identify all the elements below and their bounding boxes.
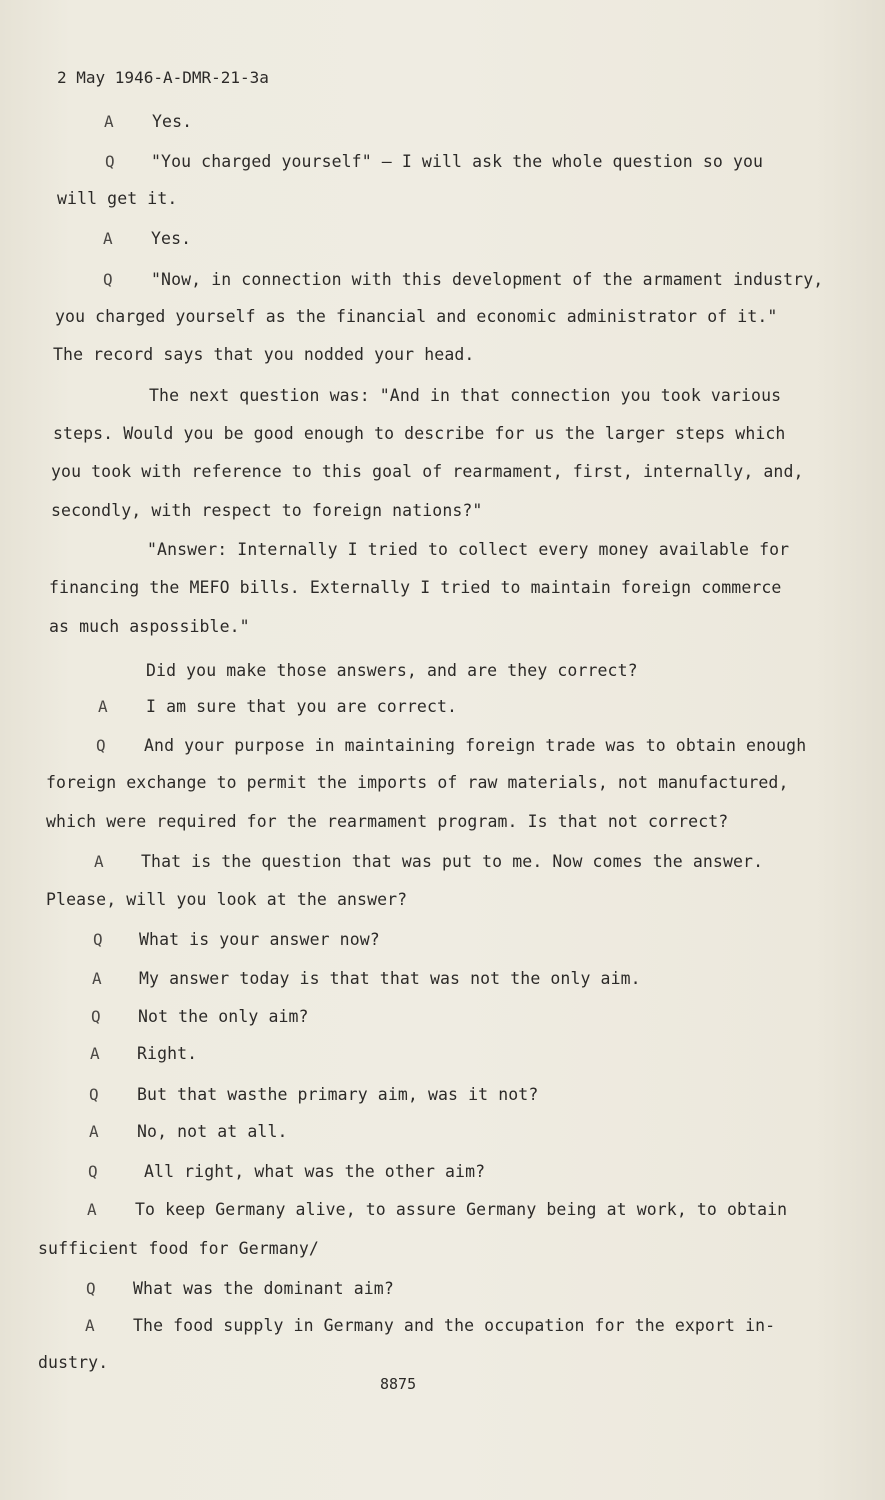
- transcript-line: you charged yourself as the financial and economic administrator of it.": [55, 307, 778, 326]
- transcript-line: My answer today is that that was not the only aim.: [139, 969, 641, 988]
- transcript-line: The next question was: "And in that connection you took various: [149, 386, 782, 405]
- page-header: 2 May 1946-A-DMR-21-3a: [57, 68, 269, 87]
- speaker-label: A: [103, 229, 113, 248]
- page-number: 8875: [380, 1375, 417, 1393]
- transcript-line: Did you make those answers, and are they correct?: [146, 661, 638, 680]
- speaker-label: Q: [89, 1085, 99, 1104]
- transcript-line: No, not at all.: [137, 1122, 288, 1141]
- speaker-label: Q: [105, 152, 115, 171]
- speaker-label: A: [92, 969, 102, 988]
- transcript-line: But that wasthe primary aim, was it not?: [137, 1085, 539, 1104]
- transcript-line: Right.: [137, 1044, 198, 1063]
- transcript-line: The food supply in Germany and the occupation for the export in-: [133, 1316, 776, 1335]
- speaker-label: A: [85, 1316, 95, 1335]
- transcript-line: will get it.: [57, 189, 178, 208]
- transcript-line: All right, what was the other aim?: [144, 1162, 486, 1181]
- transcript-line: "Now, in connection with this development of the armament industry,: [151, 270, 824, 289]
- transcript-line: foreign exchange to permit the imports of raw materials, not manufactured,: [46, 773, 789, 792]
- transcript-line: which were required for the rearmament program. Is that not correct?: [46, 812, 729, 831]
- transcript-line: The record says that you nodded your head.: [53, 345, 475, 364]
- transcript-line: "You charged yourself" — I will ask the whole question so you: [151, 152, 764, 171]
- speaker-label: Q: [93, 930, 103, 949]
- transcript-line: sufficient food for Germany/: [38, 1239, 319, 1258]
- transcript-line: financing the MEFO bills. Externally I tried to maintain foreign commerce: [49, 578, 782, 597]
- speaker-label: Q: [103, 270, 113, 289]
- speaker-label: A: [104, 112, 114, 131]
- speaker-label: Q: [91, 1007, 101, 1026]
- speaker-label: Q: [86, 1279, 96, 1298]
- transcript-line: Yes.: [151, 229, 192, 248]
- transcript-line: I am sure that you are correct.: [146, 697, 458, 716]
- transcript-line: What is your answer now?: [139, 930, 380, 949]
- transcript-line: And your purpose in maintaining foreign trade was to obtain enough: [144, 736, 807, 755]
- speaker-label: A: [87, 1200, 97, 1219]
- transcript-line: you took with reference to this goal of rearmament, first, internally, and,: [51, 462, 804, 481]
- speaker-label: A: [98, 697, 108, 716]
- speaker-label: Q: [88, 1162, 98, 1181]
- transcript-line: That is the question that was put to me. Now comes the answer.: [141, 852, 764, 871]
- transcript-line: steps. Would you be good enough to describe for us the larger steps which: [53, 424, 786, 443]
- transcript-line: as much aspossible.": [49, 617, 250, 636]
- transcript-line: Please, will you look at the answer?: [46, 890, 408, 909]
- transcript-line: "Answer: Internally I tried to collect every money available for: [147, 540, 790, 559]
- transcript-line: To keep Germany alive, to assure Germany being at work, to obtain: [135, 1200, 788, 1219]
- speaker-label: A: [90, 1044, 100, 1063]
- transcript-line: secondly, with respect to foreign nations?": [51, 501, 483, 520]
- transcript-line: What was the dominant aim?: [133, 1279, 394, 1298]
- speaker-label: Q: [96, 736, 106, 755]
- transcript-line: Not the only aim?: [138, 1007, 309, 1026]
- speaker-label: A: [89, 1122, 99, 1141]
- transcript-line: dustry.: [38, 1353, 109, 1372]
- speaker-label: A: [94, 852, 104, 871]
- transcript-line: Yes.: [152, 112, 193, 131]
